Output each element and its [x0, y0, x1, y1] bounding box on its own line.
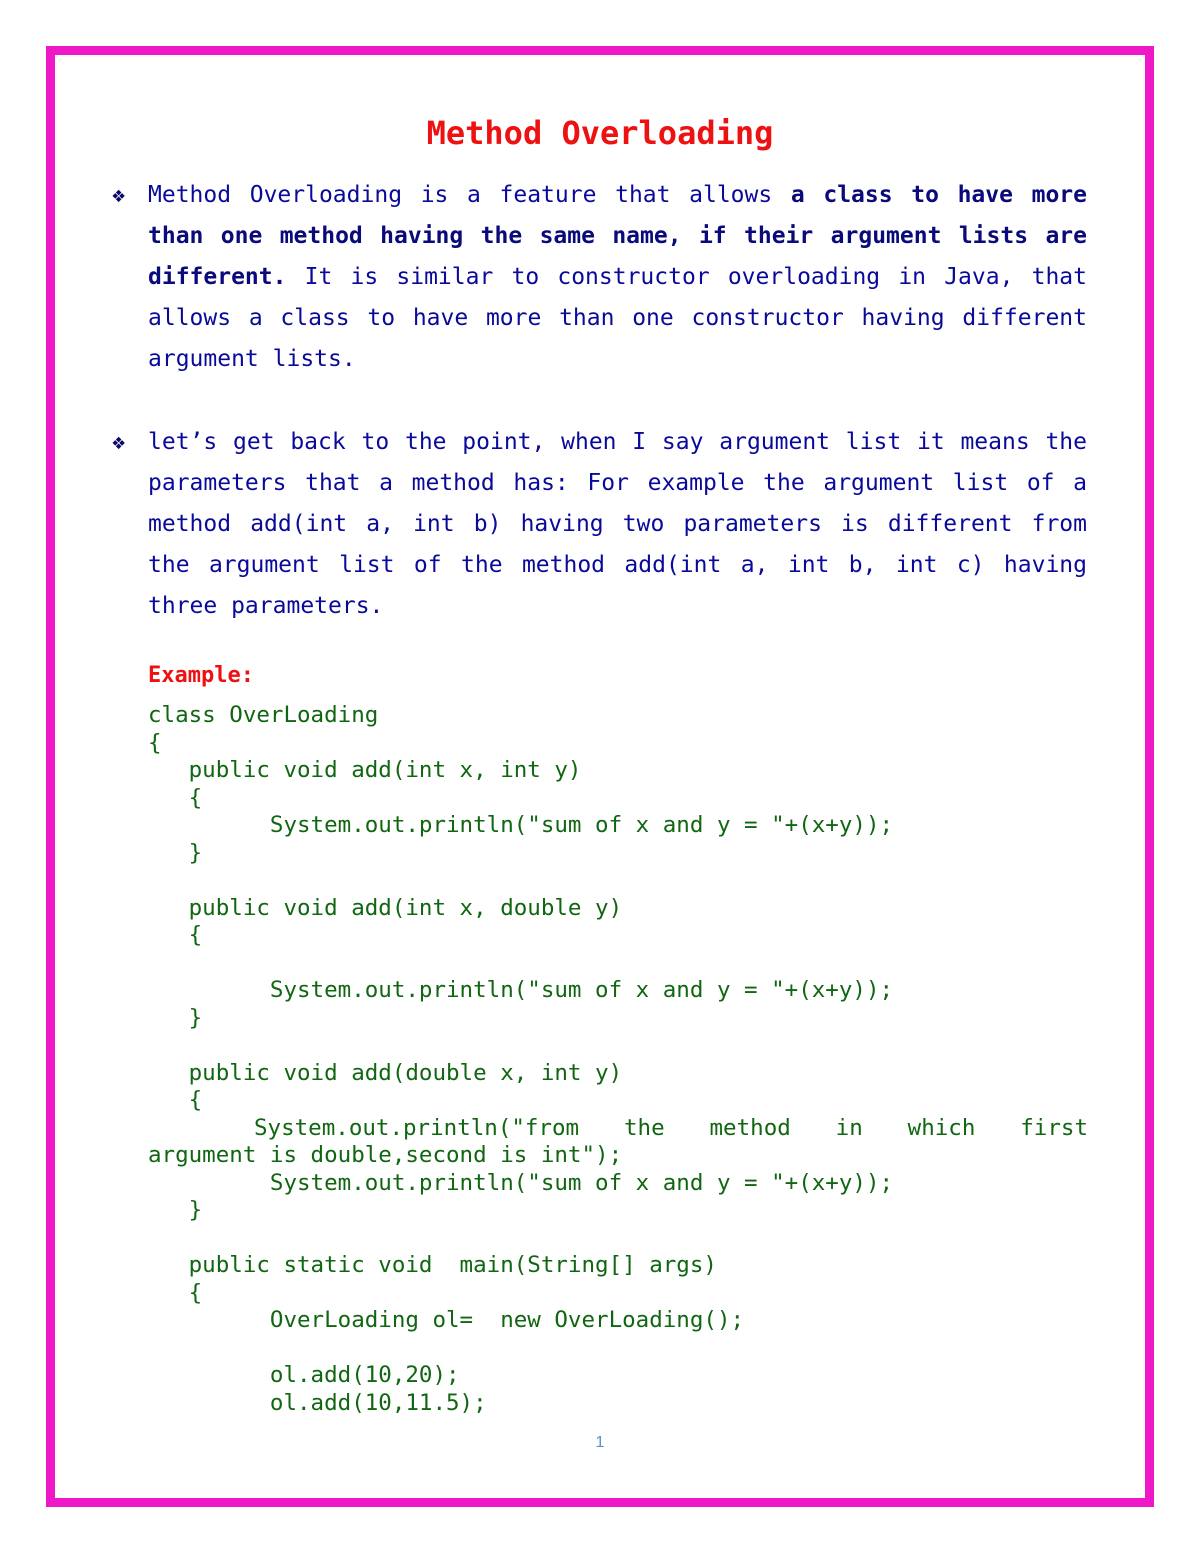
bullet-text: [148, 175, 1087, 380]
code-line: ol.add(10,20);: [148, 1362, 460, 1388]
code-block: [148, 702, 1088, 1417]
code-line: OverLoading ol= new OverLoading();: [148, 1307, 745, 1333]
code-line: argument is double,second is int");: [148, 1142, 623, 1168]
code-blank-line: [148, 1032, 1088, 1060]
code-line: {: [148, 922, 203, 948]
code-line: {: [148, 1087, 203, 1113]
code-line: public void add(double x, int y): [148, 1059, 623, 1086]
code-line: public void add(int x, int y): [148, 757, 582, 783]
bullet-text-bold: a class to have more than one method having the same name, if their argument lists are different.: [148, 182, 1087, 290]
code-blank-line: [148, 950, 1088, 978]
page-number: 1: [595, 1434, 605, 1451]
code-line: ol.add(10,11.5);: [148, 1389, 487, 1416]
bullet-text: let’s get back to the point, when I say argument list it means the parameters that a method has: For example the argument list of a method add(int a, int b) having two parameters is different from the argument list of the method add(int a, int b, int c) having three parameters.: [148, 429, 1087, 619]
code-blank-line: [148, 1335, 1088, 1363]
code-line: {: [148, 784, 203, 811]
code-line: System.out.println("sum of x and y = "+(x+y));: [148, 1169, 894, 1196]
code-line: {: [148, 1279, 203, 1306]
bullet-paragraph-argument-list: [112, 422, 1087, 627]
page-title: Method Overloading: [426, 114, 774, 152]
code-line: }: [148, 839, 203, 866]
code-blank-line: [148, 1225, 1088, 1253]
code-line: public static void main(String[] args): [148, 1252, 717, 1278]
example-heading: Example:: [148, 663, 254, 688]
code-line: System.out.println("sum of x and y = "+(x+y));: [148, 977, 894, 1003]
code-line: }: [148, 1004, 203, 1031]
code-line: System.out.println("sum of x and y = "+(x+y));: [148, 812, 894, 838]
code-blank-line: [148, 867, 1088, 895]
bullet-text-plain: Method Overloading is a feature that allows: [148, 182, 791, 208]
diamond-bullet-icon: ❖: [112, 183, 126, 208]
bullet-paragraph-definition: [112, 175, 1087, 380]
code-line: }: [148, 1197, 203, 1223]
code-line: public void add(int x, double y): [148, 894, 623, 921]
bullet-text-plain: It is similar to constructor overloading in Java, that allows a class to have more than one constructor having different argument lists.: [148, 264, 1087, 372]
code-line: System.out.println("from the method in which first: [254, 1114, 1088, 1141]
diamond-bullet-icon: ❖: [112, 430, 126, 455]
code-line: class OverLoading: [148, 702, 379, 728]
code-line: {: [148, 729, 162, 756]
